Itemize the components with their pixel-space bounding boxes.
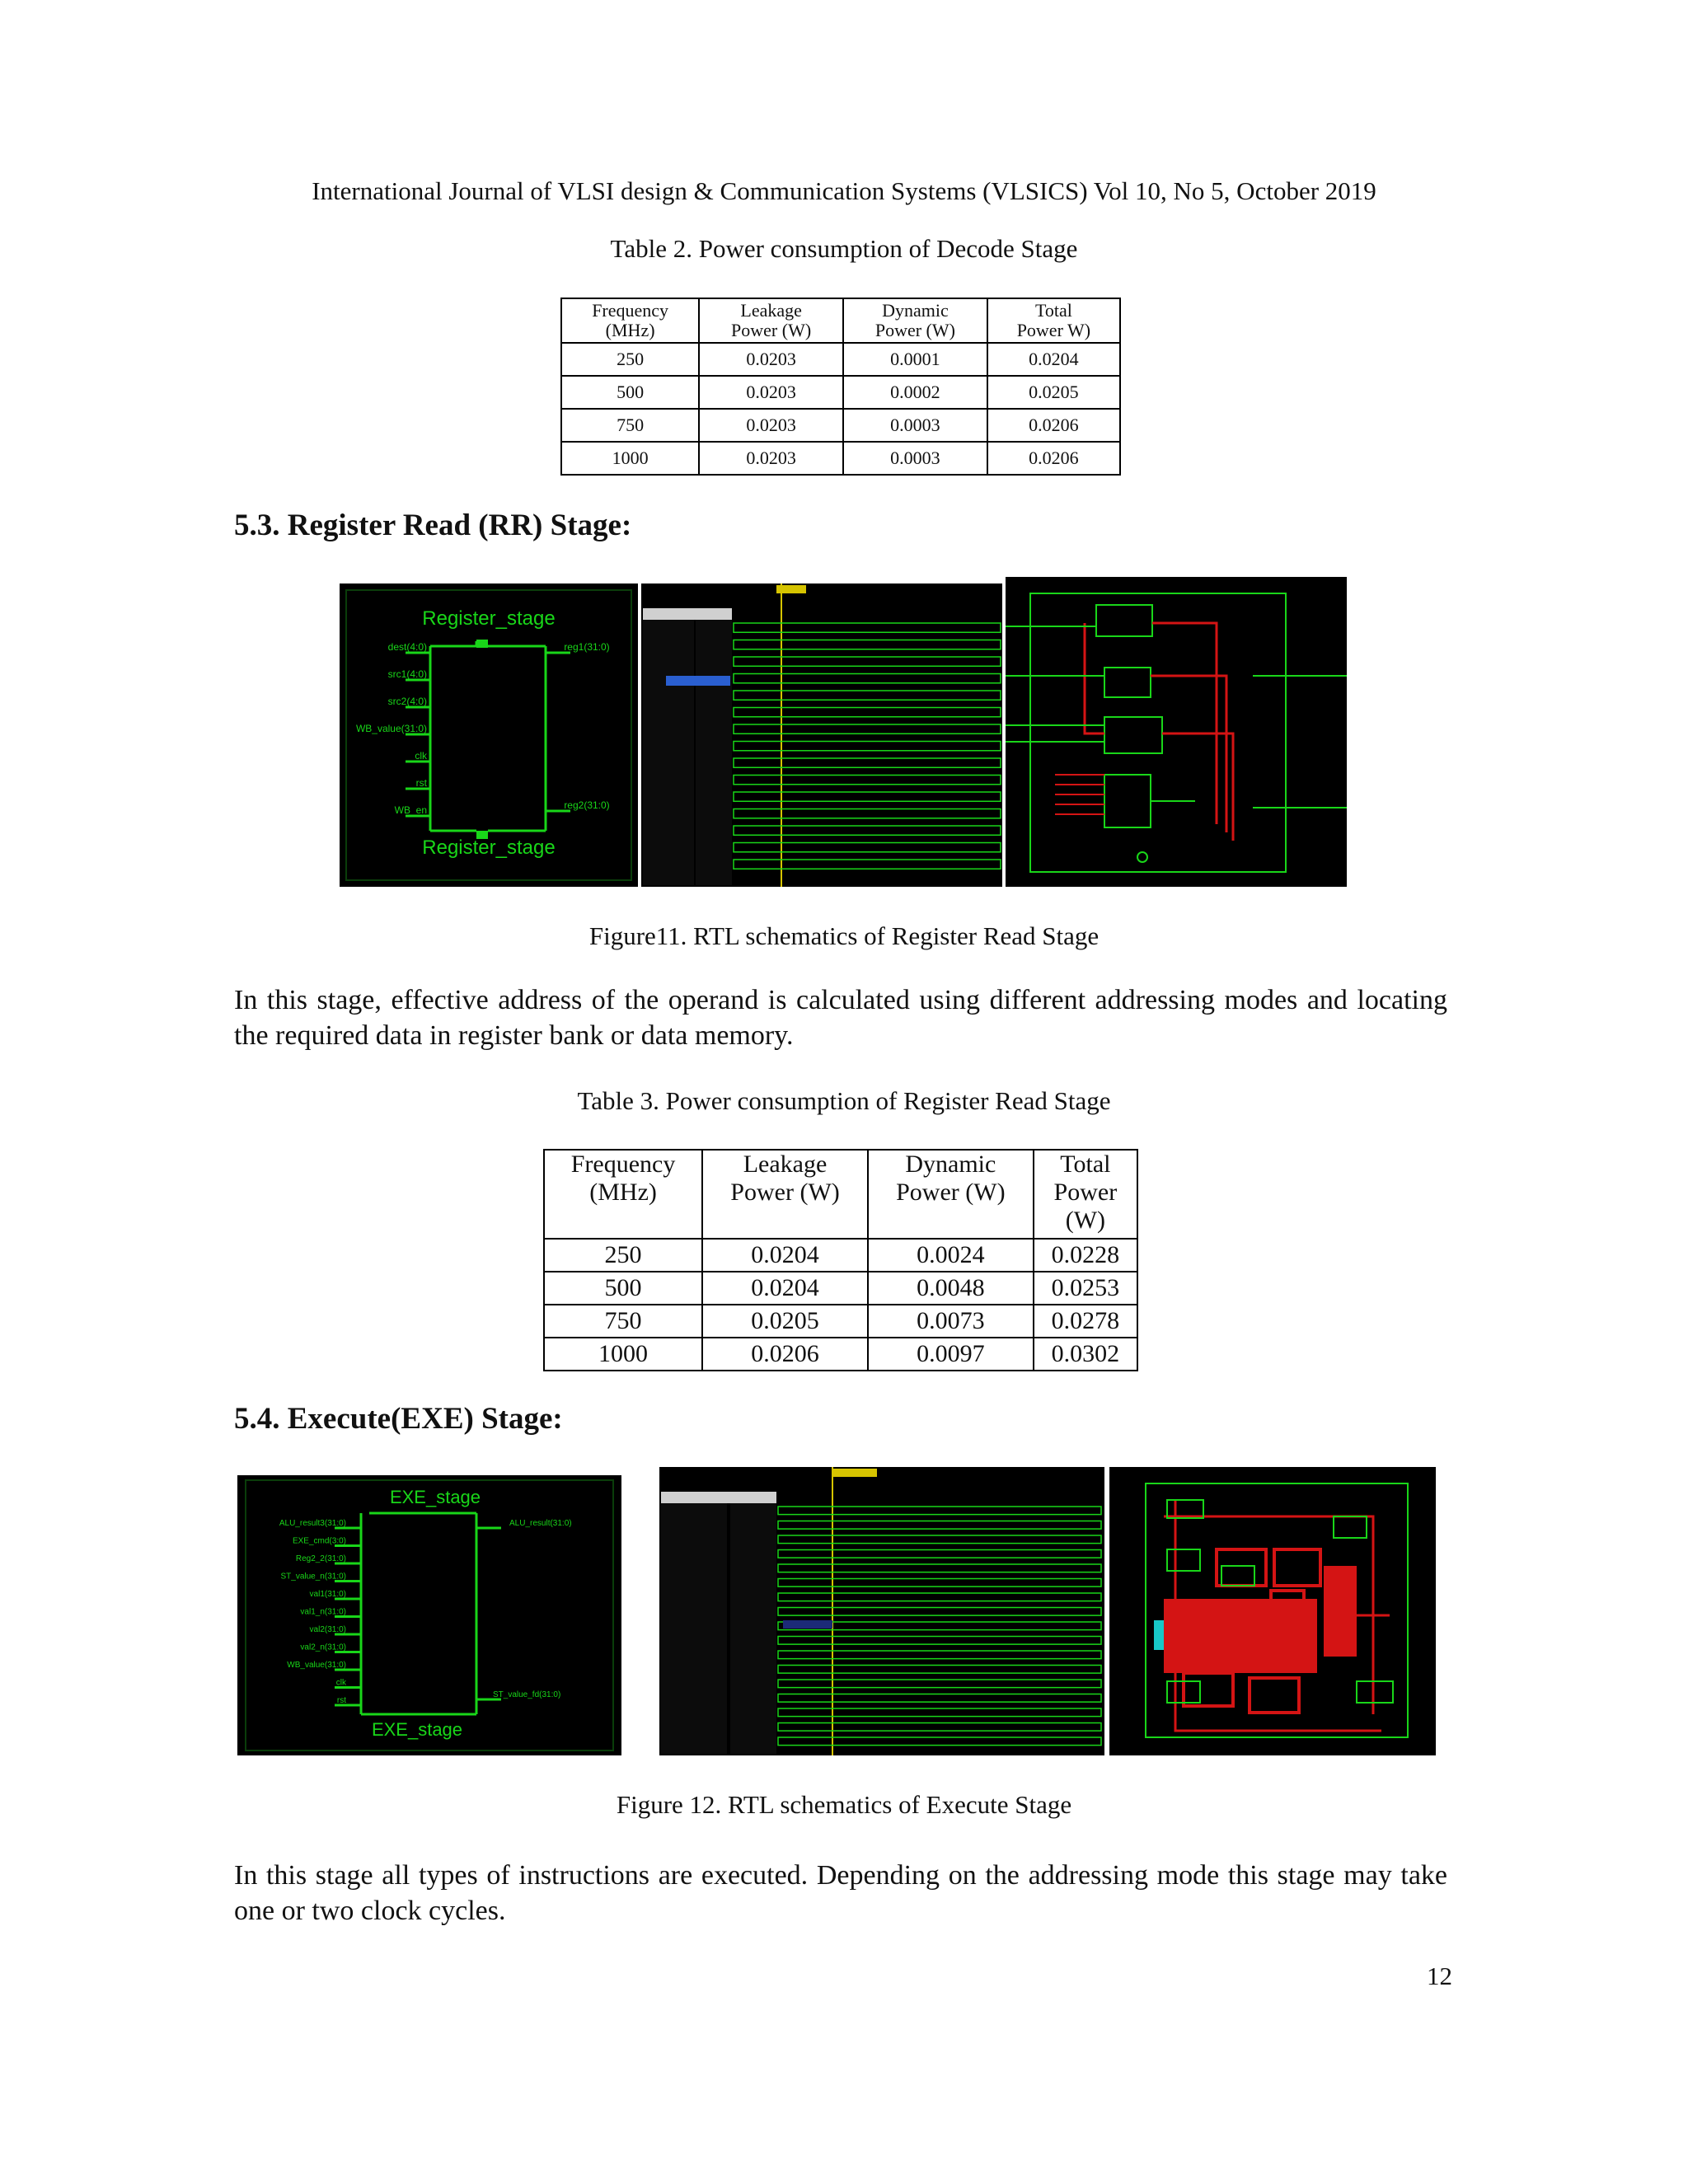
- table-cell: 0.0228: [1034, 1239, 1137, 1272]
- table-cell: 0.0203: [699, 442, 843, 475]
- table-cell: 0.0204: [987, 343, 1120, 376]
- table2-caption: Table 2. Power consumption of Decode Stage: [610, 234, 1078, 263]
- table-cell: 0.0073: [868, 1305, 1034, 1338]
- table2: [560, 298, 1121, 476]
- figure11-rtl-netlist: [1006, 577, 1347, 887]
- table-cell: 0.0003: [843, 409, 987, 442]
- table-cell: 0.0097: [868, 1338, 1034, 1371]
- table-cell: 500: [544, 1272, 702, 1305]
- table-row: [544, 1272, 1137, 1305]
- pin-label: ST_value_n(31:0): [280, 1572, 346, 1582]
- figure12-waveform: [659, 1467, 1104, 1755]
- pin-label: ALU_result3(31:0): [279, 1519, 346, 1528]
- table-cell: 0.0203: [699, 343, 843, 376]
- table3-header-row: [544, 1150, 1137, 1239]
- pin-label: dest(4:0): [387, 641, 427, 653]
- paragraph-register-read: In this stage, effective address of the operand is calculated using different addressing modes and locating the required data in register bank or data memory.: [234, 985, 1447, 1051]
- pin-label: clk: [335, 1678, 346, 1688]
- table-cell: 0.0302: [1034, 1338, 1137, 1371]
- table-cell: 0.0002: [843, 376, 987, 409]
- pin-label: val2_n(31:0): [300, 1643, 346, 1652]
- pin-label: val1_n(31:0): [300, 1607, 346, 1617]
- pin-label: src1(4:0): [387, 668, 427, 680]
- figure11-block-title-bottom: Register_stage: [422, 837, 556, 859]
- figure12-input-pins: [279, 1519, 361, 1705]
- figure12-rtl-netlist: [1109, 1467, 1436, 1755]
- figure12-block-diagram: [237, 1475, 621, 1755]
- table-cell: 0.0048: [868, 1272, 1034, 1305]
- pin-label: rst: [415, 777, 427, 789]
- figure12-caption: Figure 12. RTL schematics of Execute Stage: [616, 1790, 1072, 1819]
- journal-header: International Journal of VLSI design & Communication Systems (VLSICS) Vol 10, No 5, October 2019: [312, 176, 1376, 205]
- pin-label: ALU_result(31:0): [509, 1519, 572, 1528]
- table-cell: 0.0203: [699, 409, 843, 442]
- paragraph-execute: In this stage all types of instructions are executed. Depending on the addressing mode this stage may take one or two clock cycles.: [234, 1860, 1447, 1926]
- figure11-waveform: [641, 583, 1002, 887]
- pin-label: reg2(31:0): [564, 799, 610, 811]
- pin-label: reg1(31:0): [564, 641, 610, 653]
- table-cell: 500: [561, 376, 699, 409]
- table-cell: 250: [561, 343, 699, 376]
- figure12-block-title-top: EXE_stage: [389, 1487, 481, 1507]
- section-heading-execute: 5.4. Execute(EXE) Stage:: [234, 1402, 563, 1436]
- table-row: [544, 1338, 1137, 1371]
- pin-label: val2(31:0): [309, 1625, 346, 1634]
- table-cell: 0.0024: [868, 1239, 1034, 1272]
- table3-caption: Table 3. Power consumption of Register Read Stage: [577, 1086, 1111, 1115]
- table-cell: 750: [561, 409, 699, 442]
- table-cell: 0.0204: [702, 1239, 868, 1272]
- page-number: 12: [1427, 1961, 1452, 1990]
- table2-header-leakage: Leakage Power (W): [699, 298, 843, 343]
- pin-label: rst: [336, 1696, 346, 1705]
- table-cell: 0.0204: [702, 1272, 868, 1305]
- table-cell: 0.0253: [1034, 1272, 1137, 1305]
- table-row: [544, 1305, 1137, 1338]
- table-cell: 0.0206: [987, 409, 1120, 442]
- pin-label: WB_value(31:0): [355, 723, 427, 734]
- table-row: [561, 409, 1120, 442]
- table-cell: 0.0205: [702, 1305, 868, 1338]
- table3: [543, 1149, 1138, 1371]
- table-cell: 0.0003: [843, 442, 987, 475]
- pin-label: ST_value_fd(31:0): [493, 1690, 561, 1699]
- table2-header-frequency: Frequency (MHz): [561, 298, 699, 343]
- table-cell: 0.0206: [702, 1338, 868, 1371]
- pin-label: WB_en: [394, 804, 427, 816]
- table-row: [561, 376, 1120, 409]
- table-cell: 750: [544, 1305, 702, 1338]
- table-cell: 250: [544, 1239, 702, 1272]
- section-heading-register-read: 5.3. Register Read (RR) Stage:: [234, 509, 632, 542]
- figure11-block-title-top: Register_stage: [422, 607, 556, 630]
- table-row: [544, 1239, 1137, 1272]
- table3-header-dynamic: Dynamic Power (W): [868, 1150, 1034, 1239]
- table-row: [561, 343, 1120, 376]
- figure12-block-title-bottom: EXE_stage: [371, 1719, 463, 1740]
- pin-label: WB_value(31:0): [287, 1661, 346, 1670]
- pin-label: Reg2_2(31:0): [295, 1554, 346, 1563]
- table-cell: 1000: [544, 1338, 702, 1371]
- table3-header-frequency: Frequency (MHz): [544, 1150, 702, 1239]
- table3-header-total: Total Power (W): [1034, 1150, 1137, 1239]
- figure12-output-pins: [476, 1519, 572, 1699]
- figure11-output-pins: [546, 641, 610, 811]
- figure11-caption: Figure11. RTL schematics of Register Read Stage: [588, 921, 1100, 950]
- pin-label: val1(31:0): [309, 1590, 346, 1599]
- figure11-block-diagram: [340, 583, 638, 887]
- table2-header-total: Total Power W): [987, 298, 1120, 343]
- table-cell: 1000: [561, 442, 699, 475]
- pin-label: clk: [415, 750, 427, 762]
- pin-label: EXE_cmd(3:0): [292, 1536, 346, 1546]
- table-cell: 0.0278: [1034, 1305, 1137, 1338]
- table-cell: 0.0205: [987, 376, 1120, 409]
- table-row: [561, 442, 1120, 475]
- table2-header-row: [561, 298, 1120, 343]
- table2-header-dynamic: Dynamic Power (W): [843, 298, 987, 343]
- table-cell: 0.0203: [699, 376, 843, 409]
- pin-label: src2(4:0): [387, 696, 427, 707]
- figure11-input-pins: [356, 641, 430, 816]
- table3-header-leakage: Leakage Power (W): [702, 1150, 868, 1239]
- table-cell: 0.0206: [987, 442, 1120, 475]
- table-cell: 0.0001: [843, 343, 987, 376]
